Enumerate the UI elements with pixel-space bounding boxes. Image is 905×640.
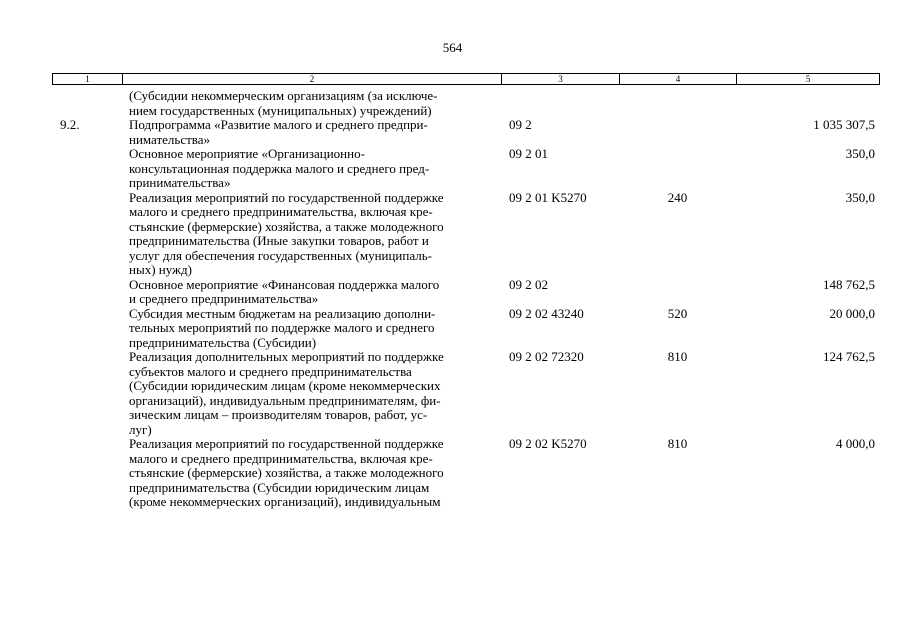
row-code: 09 2 02 72320 — [509, 349, 584, 364]
column-header-4: 4 — [620, 74, 737, 85]
row-amount: 350,0 — [845, 146, 875, 161]
row-description: Субсидия местным бюджетам на реализацию дополни- тельных мероприятий по поддержке малого и среднего предпринимательства (Субсидии) — [129, 305, 436, 350]
table-row — [0, 307, 905, 351]
table-row — [0, 278, 905, 307]
row-code: 09 2 01 — [509, 146, 548, 161]
row-expense-type: 240 — [667, 189, 688, 205]
page-number: 564 — [442, 40, 463, 55]
row-amount: 4 000,0 — [836, 436, 875, 451]
row-code: 09 2 01 K5270 — [509, 189, 587, 205]
table-row — [0, 191, 905, 278]
row-description: (Субсидии некоммерческим организациям (за исключе- нием государственных (муниципальных) учреждений) — [129, 88, 438, 118]
row-code: 09 2 02 43240 — [509, 305, 584, 321]
row-code: 09 2 02 — [509, 276, 548, 292]
row-expense-type: 810 — [667, 436, 688, 451]
column-header-5: 5 — [737, 74, 880, 85]
column-header-3: 3 — [502, 74, 620, 85]
column-header-2: 2 — [123, 74, 502, 85]
row-expense-type: 520 — [667, 305, 688, 321]
row-code: 09 2 02 K5270 — [509, 436, 587, 451]
row-description: Реализация мероприятий по государственной поддержке малого и среднего предпринимательства, включая кре- стьянские (фермерские) хозяйства, а также молодежного предпринимательства (Субсидии юридическим лицам (кроме некоммерческих организаций), индивидуальным — [129, 436, 444, 509]
table-row — [0, 89, 905, 118]
budget-table-body — [0, 89, 905, 510]
row-expense-type: 810 — [667, 349, 688, 364]
row-description: Реализация дополнительных мероприятий по поддержке субъектов малого и среднего предпринимательства (Субсидии юридическим лицам (кроме некоммерческих организаций), индивидуальным предпринимателям, фи- зическим лицам – производителям товаров, работ, ус- луг) — [129, 349, 444, 437]
table-row — [0, 437, 905, 510]
row-amount: 20 000,0 — [829, 305, 875, 321]
row-code: 09 2 — [509, 117, 532, 132]
row-description: Основное мероприятие «Финансовая поддержка малого и среднего предпринимательства» — [129, 276, 440, 306]
column-header-row — [53, 74, 880, 85]
row-description: Основное мероприятие «Организационно- консультационная поддержка малого и среднего пред- принимательства» — [129, 146, 430, 190]
column-header-1: 1 — [53, 74, 123, 85]
row-amount: 148 762,5 — [823, 276, 875, 292]
table-row — [0, 147, 905, 191]
row-amount: 1 035 307,5 — [813, 117, 875, 132]
row-description: Реализация мероприятий по государственной поддержке малого и среднего предпринимательства, включая кре- стьянские (фермерские) хозяйства, а также молодежного предпринимательства (Иные закупки товаров, работ и услуг для обеспечения государственных (муниципаль- ных) нужд) — [129, 189, 444, 277]
table-row — [0, 118, 905, 147]
table-row — [0, 350, 905, 437]
row-amount: 350,0 — [845, 189, 875, 205]
column-header-table — [52, 73, 880, 85]
row-description: Подпрограмма «Развитие малого и среднего предпри- нимательства» — [129, 117, 428, 147]
row-number: 9.2. — [60, 117, 80, 132]
row-amount: 124 762,5 — [823, 349, 875, 364]
